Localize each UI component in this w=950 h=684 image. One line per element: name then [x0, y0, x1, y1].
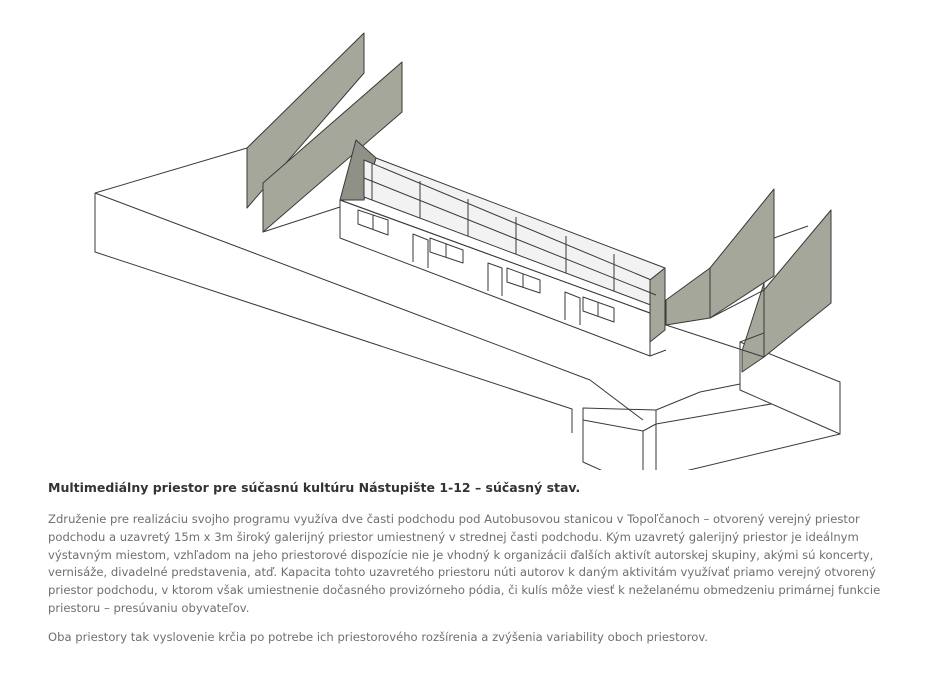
- front-box-right-face: [643, 424, 656, 470]
- door-1: [413, 234, 428, 268]
- door-3: [565, 292, 580, 325]
- gallery-floor-edge: [650, 350, 666, 356]
- front-box-edge: [656, 392, 700, 410]
- front-box-left-face: [583, 420, 643, 470]
- shaded-wall-right-low: [742, 283, 764, 372]
- caption-title: Multimediálny priestor pre súčasnú kultúru Nástupište 1-12 – súčasný stav.: [48, 480, 581, 495]
- underpass-edge-left-top: [95, 148, 247, 193]
- shaded-wall-right-corner: [666, 268, 710, 325]
- caption-paragraph-2: Oba priestory tak vyslovenie krčia po potrebe ich priestorového rozšírenia a zvýšenia variability oboch priestorov.: [48, 629, 708, 644]
- right-arm-edge-top: [774, 226, 808, 238]
- underpass-edge-back-2: [590, 380, 643, 420]
- door-2: [488, 263, 502, 296]
- caption-paragraph-1: Združenie pre realizáciu svojho programu využíva dve časti podchodu pod Autobusovou stanicou v Topoľčanoch – otvorený verejný priestor podchodu a uzavretý 15m x 3m široký galerijný priestor umiestnený v strednej časti podchodu. Kým uzavretý galerijný priestor je ideálnym výstavným miestom, vzhľadom na jeho priestorové dispozície nie je vhodný k organizácii ďalších aktivít autorskej skupiny, akými sú koncerty, vernisáže, divadelné predstavenia, atď. Kapacita tohto uzavretého priestoru núti autorov k daným aktivitám využívať priamo verejný otvorený priestor podchodu, v ktorom však umiestnenie dočasného provizórneho pódia, či kulís môže viesť k neželanému obmedzeniu primárnej funkcie priestoru – presúvaniu obyvateľov.: [48, 512, 881, 615]
- caption-block: [48, 480, 908, 658]
- gallery-right-end-shade: [650, 268, 665, 342]
